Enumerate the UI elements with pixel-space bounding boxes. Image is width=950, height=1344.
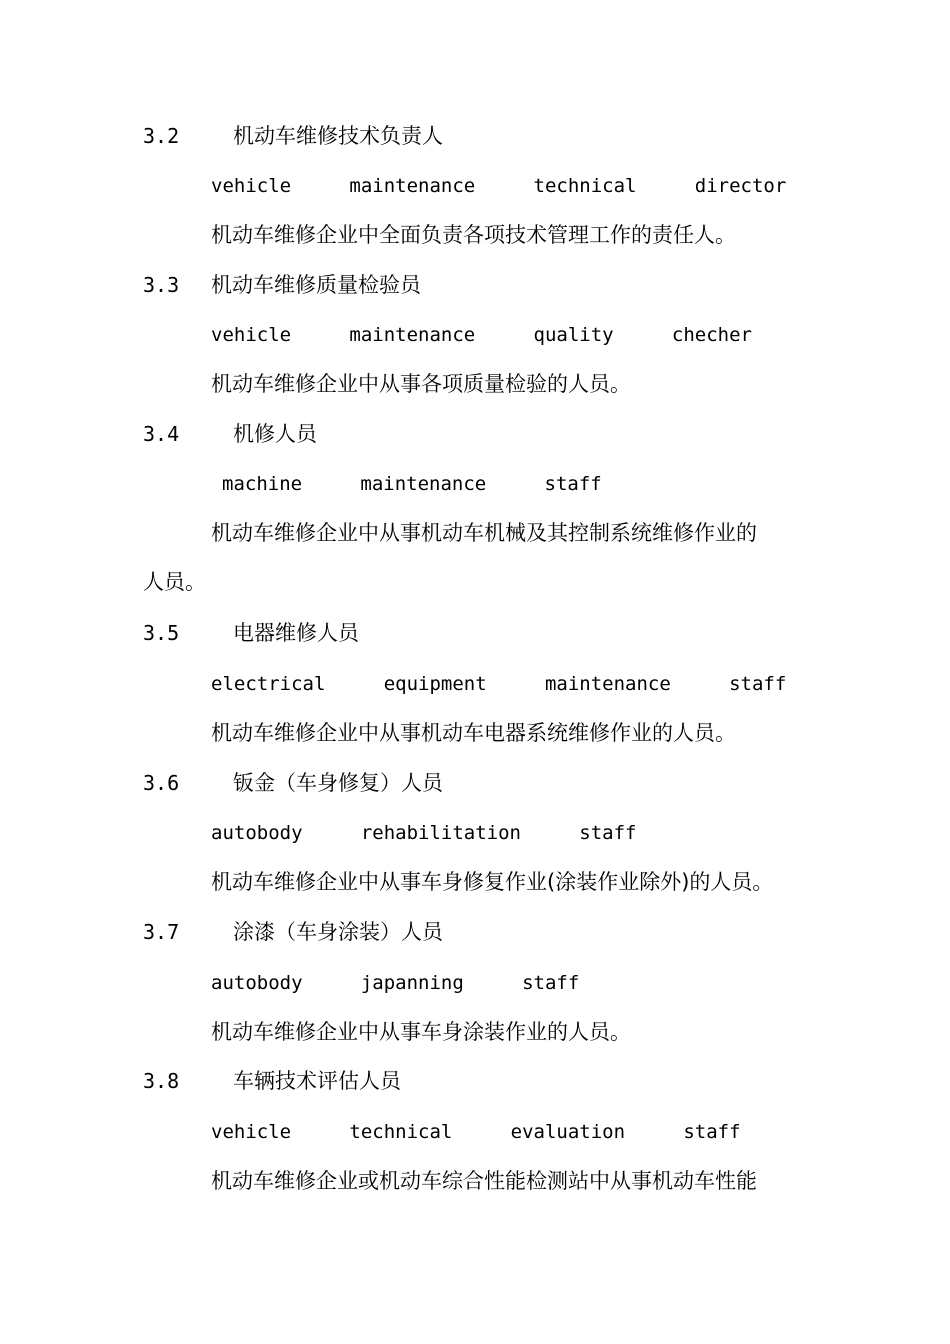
term-definition: 机动车维修企业或机动车综合性能检测站中从事机动车性能 bbox=[211, 1169, 757, 1193]
section-number: 3.3 bbox=[143, 273, 180, 297]
term-chinese: 电器维修人员 bbox=[233, 621, 359, 645]
term-english: machine maintenance staff bbox=[222, 473, 602, 495]
section-number: 3.4 bbox=[143, 422, 180, 446]
term-chinese: 钣金（车身修复）人员 bbox=[233, 771, 443, 795]
term-chinese: 车辆技术评估人员 bbox=[233, 1069, 401, 1093]
term-english: electrical equipment maintenance staff bbox=[211, 673, 787, 695]
term-definition: 机动车维修企业中从事车身涂装作业的人员。 bbox=[211, 1020, 631, 1044]
term-chinese: 机动车维修技术负责人 bbox=[233, 124, 443, 148]
term-english: autobody rehabilitation staff bbox=[211, 822, 637, 844]
term-english: vehicle maintenance technical director bbox=[211, 175, 787, 197]
term-definition: 机动车维修企业中全面负责各项技术管理工作的责任人。 bbox=[211, 223, 736, 247]
term-english: vehicle maintenance quality checher bbox=[211, 324, 752, 346]
term-chinese: 机修人员 bbox=[233, 422, 317, 446]
term-chinese: 涂漆（车身涂装）人员 bbox=[233, 920, 443, 944]
section-number: 3.8 bbox=[143, 1069, 180, 1093]
section-number: 3.5 bbox=[143, 621, 180, 645]
term-definition: 机动车维修企业中从事机动车机械及其控制系统维修作业的 bbox=[211, 521, 757, 545]
term-english: autobody japanning staff bbox=[211, 972, 580, 994]
term-english: vehicle technical evaluation staff bbox=[211, 1121, 741, 1143]
term-chinese: 机动车维修质量检验员 bbox=[211, 273, 421, 297]
section-number: 3.7 bbox=[143, 920, 180, 944]
term-definition-continued: 人员。 bbox=[143, 570, 206, 594]
term-definition: 机动车维修企业中从事机动车电器系统维修作业的人员。 bbox=[211, 721, 736, 745]
section-number: 3.2 bbox=[143, 124, 180, 148]
term-definition: 机动车维修企业中从事车身修复作业(涂装作业除外)的人员。 bbox=[211, 870, 774, 894]
term-definition: 机动车维修企业中从事各项质量检验的人员。 bbox=[211, 372, 631, 396]
section-number: 3.6 bbox=[143, 771, 180, 795]
